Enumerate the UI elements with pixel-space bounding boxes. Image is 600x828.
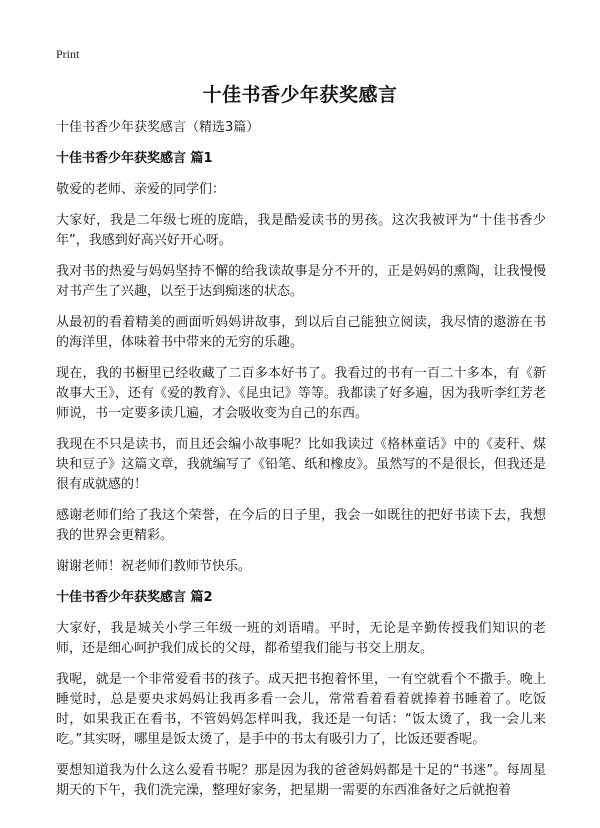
print-label: Print — [56, 47, 80, 61]
paragraph: 感谢老师们给了我这个荣誉，在今后的日子里，我会一如既往的把好书读下去，我想我的世界会更精彩。 — [56, 508, 546, 543]
paragraph: 谢谢老师！祝老师们教师节快乐。 — [56, 559, 252, 574]
section-heading-2: 十佳书香少年获奖感言 篇2 — [56, 590, 213, 605]
document-subtitle: 十佳书香少年获奖感言（精选3篇） — [56, 120, 260, 135]
paragraph: 大家好，我是二年级七班的庞皓，我是酷爱读书的男孩。这次我被评为“十佳书香少年”，我感到好高兴好开心呀。 — [56, 213, 546, 248]
paragraph: 我对书的热爱与妈妈坚持不懈的给我读故事是分不开的，正是妈妈的熏陶，让我慢慢对书产生了兴趣，以至于达到痴迷的状态。 — [56, 264, 546, 299]
paragraph: 从最初的看着精美的画面听妈妈讲故事，到以后自己能独立阅读，我尽情的遨游在书的海洋里，体味着书中带来的无穷的乐趣。 — [56, 315, 546, 350]
document-body — [56, 118, 546, 812]
page-title: 十佳书香少年获奖感言 — [202, 84, 398, 106]
paragraph: 大家好，我是城关小学三年级一班的刘语晴。平时，无论是辛勤传授我们知识的老师，还是细心呵护我们成长的父母，都希望我们能与书交上朋友。 — [56, 621, 546, 656]
paragraph: 我呢，就是一个非常爱看书的孩子。成天把书抱着怀里，一有空就看个不撒手。晚上睡觉时，总是要央求妈妈让我再多看一会儿，常常看着看着就捧着书睡着了。吃饭时，如果我正在看书，不管妈妈怎样叫我，我还是一句话：“饭太烫了，我一会儿来吃。”其实呀，哪里是饭太烫了，是手中的书太有吸引力了，比饭还要香呢。 — [56, 672, 546, 747]
paragraph: 要想知道我为什么这么爱看书呢？那是因为我的爸爸妈妈都是十足的“书迷”。每周星期天的下午，我们洗完澡，整理好家务，把星期一需要的东西准备好之后就抱着 — [56, 763, 546, 798]
paragraph: 我现在不只是读书，而且还会编小故事呢？比如我读过《格林童话》中的《麦秆、煤块和豆子》这篇文章，我就编写了《铅笔、纸和橡皮》。虽然写的不是很长，但我还是很有成就感的！ — [56, 437, 546, 492]
paragraph: 现在，我的书橱里已经收藏了二百多本好书了。我看过的书有一百二十多本，有《新故事大王》，还有《爱的教育》、《昆虫记》等等。我都读了好多遍，因为我听李红芳老师说，书一定要多读几遍，才会吸收变为自己的东西。 — [56, 366, 546, 421]
section-heading-1: 十佳书香少年获奖感言 篇1 — [56, 151, 213, 166]
paragraph: 敬爱的老师、亲爱的同学们： — [56, 182, 226, 197]
